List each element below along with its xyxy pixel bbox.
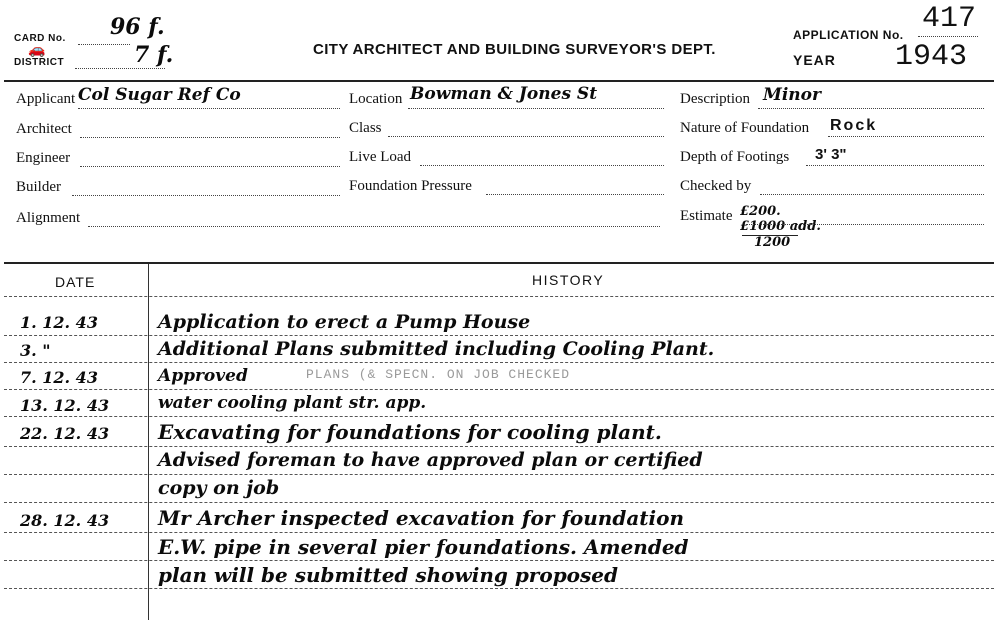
- row-rule: [4, 416, 994, 417]
- application-number: 417: [922, 2, 977, 36]
- checked-line: [760, 194, 984, 195]
- header-rule: [4, 80, 994, 82]
- builder-line: [72, 195, 340, 196]
- date-header: DATE: [55, 274, 96, 290]
- row-history: Mr Archer inspected excavation for foundation: [158, 506, 685, 530]
- location-value: Bowman & Jones St: [410, 84, 598, 104]
- history-header: HISTORY: [532, 272, 605, 288]
- row-history: Advised foreman to have approved plan or certified: [158, 449, 703, 471]
- header-row-rule: [4, 296, 994, 297]
- row-date: 28. 12. 43: [20, 511, 110, 530]
- live-load-label: Live Load: [349, 149, 412, 165]
- foundation-pressure-label: Foundation Pressure: [349, 178, 472, 194]
- year-label: YEAR: [793, 52, 836, 68]
- department-title: CITY ARCHITECT AND BUILDING SURVEYOR'S DEPT.: [313, 41, 716, 58]
- foundation-pressure-line: [486, 194, 664, 195]
- applicant-value: Col Sugar Ref Co: [78, 85, 241, 105]
- card-no-value: 96 f.: [110, 14, 165, 40]
- architect-line: [80, 137, 340, 138]
- description-label: Description: [680, 91, 750, 107]
- nature-line: [828, 136, 984, 137]
- engineer-label: Engineer: [16, 150, 71, 166]
- row-rule: [4, 560, 994, 561]
- alignment-line: [88, 226, 660, 227]
- builder-label: Builder: [16, 179, 61, 195]
- estimate-label: Estimate: [680, 208, 733, 224]
- row-date: 22. 12. 43: [20, 424, 110, 443]
- row-history: Application to erect a Pump House: [158, 311, 531, 333]
- depth-line: [806, 165, 984, 166]
- card-no-line: [78, 44, 130, 45]
- applicant-line: [78, 108, 340, 109]
- row-history: water cooling plant str. app.: [158, 393, 427, 413]
- row-history: plan will be submitted showing proposed: [158, 563, 618, 587]
- district-value: 7 f.: [134, 42, 174, 68]
- architect-label: Architect: [16, 121, 72, 137]
- application-line: [918, 36, 978, 37]
- description-line: [758, 108, 984, 109]
- row-rule: [4, 446, 994, 447]
- district-line: [75, 68, 165, 69]
- class-label: Class: [349, 120, 382, 136]
- estimate-line-1: £200.: [740, 204, 781, 219]
- row-history: Approved: [158, 366, 248, 386]
- estimate-line-2: £1000 add.: [740, 219, 821, 234]
- alignment-label: Alignment: [16, 210, 81, 226]
- location-line: [408, 108, 664, 109]
- location-label: Location: [349, 91, 403, 107]
- row-rule: [4, 362, 994, 363]
- live-load-line: [420, 165, 664, 166]
- nature-value: Rock: [830, 117, 878, 134]
- card-no-label: CARD No.: [14, 33, 66, 44]
- estimate-line-3: 1200: [754, 235, 791, 250]
- description-value: Minor: [763, 85, 821, 105]
- depth-label: Depth of Footings: [680, 149, 790, 165]
- row-date: 7. 12. 43: [20, 368, 98, 387]
- nature-label: Nature of Foundation: [680, 120, 810, 136]
- table-top-rule: [4, 262, 994, 264]
- row-rule: [4, 588, 994, 589]
- row-date: 1. 12. 43: [20, 313, 98, 332]
- row-history: copy on job: [158, 477, 280, 499]
- depth-value: 3' 3": [815, 146, 847, 163]
- row-date: 3. ": [20, 341, 51, 360]
- row-rule: [4, 532, 994, 533]
- applicant-label: Applicant: [16, 91, 76, 107]
- year-value: 1943: [895, 40, 968, 74]
- row-rule: [4, 389, 994, 390]
- row-rule: [4, 474, 994, 475]
- date-column-divider: [148, 264, 149, 620]
- car-icon: 🚗: [28, 43, 46, 58]
- checked-label: Checked by: [680, 178, 752, 194]
- engineer-line: [80, 166, 340, 167]
- row-history: Additional Plans submitted including Cooling Plant.: [158, 338, 715, 360]
- row-history: Excavating for foundations for cooling plant.: [158, 420, 662, 444]
- row-history: E.W. pipe in several pier foundations. Amended: [158, 535, 689, 559]
- checked-stamp: PLANS (& SPECN. ON JOB CHECKED: [306, 367, 571, 382]
- row-date: 13. 12. 43: [20, 396, 110, 415]
- application-label: APPLICATION No.: [793, 28, 904, 42]
- row-rule: [4, 502, 994, 503]
- row-rule: [4, 335, 994, 336]
- district-label: DISTRICT: [14, 57, 65, 68]
- estimate-line: [746, 224, 984, 225]
- class-line: [388, 136, 664, 137]
